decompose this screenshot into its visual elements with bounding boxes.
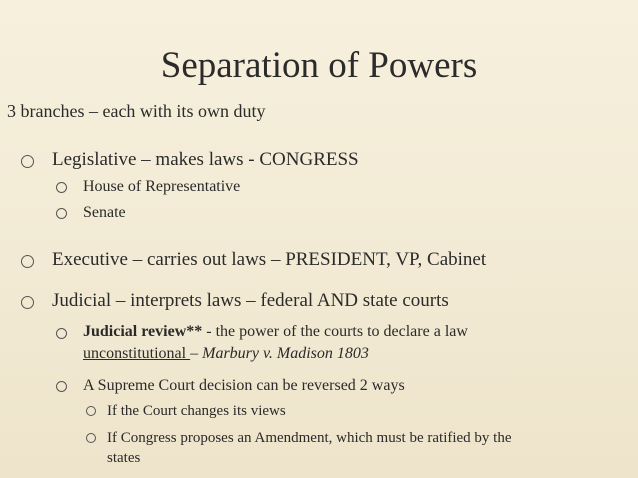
- case-citation: Marbury v. Madison 1803: [202, 345, 369, 362]
- bullet-circle-icon: [56, 208, 67, 219]
- bullet-circle-icon: [86, 433, 96, 443]
- slide-title: Separation of Powers: [160, 45, 478, 86]
- way-congress-item-cont: states: [107, 450, 141, 466]
- judicial-item: Judicial – interprets laws – federal AND state courts: [52, 290, 449, 311]
- bullet-circle-icon: [56, 182, 67, 193]
- intro-text: 3 branches – each with its own duty: [7, 101, 266, 121]
- judicial-review-term: Judicial review**: [83, 323, 203, 340]
- bullet-circle-icon: [21, 296, 34, 309]
- reversal-item: A Supreme Court decision can be reversed 2 ways: [83, 377, 405, 394]
- executive-item: Executive – carries out laws – PRESIDENT, VP, Cabinet: [52, 249, 487, 270]
- legislative-item: Legislative – makes laws - CONGRESS: [52, 149, 359, 170]
- way-congress-item: If Congress proposes an Amendment, which must be ratified by the: [107, 430, 512, 446]
- senate-item: Senate: [83, 204, 126, 221]
- house-item: House of Representative: [83, 178, 241, 195]
- way-court-item: If the Court changes its views: [107, 403, 286, 419]
- dash-text: –: [190, 345, 203, 362]
- judicial-review-definition: - the power of the courts to declare a law: [202, 323, 468, 340]
- bullet-circle-icon: [86, 406, 96, 416]
- bullet-circle-icon: [56, 328, 67, 339]
- unconstitutional-word: unconstitutional: [83, 345, 191, 362]
- judicial-review-item: [83, 321, 583, 365]
- bullet-circle-icon: [21, 255, 34, 268]
- bullet-circle-icon: [21, 155, 34, 168]
- bullet-circle-icon: [56, 381, 67, 392]
